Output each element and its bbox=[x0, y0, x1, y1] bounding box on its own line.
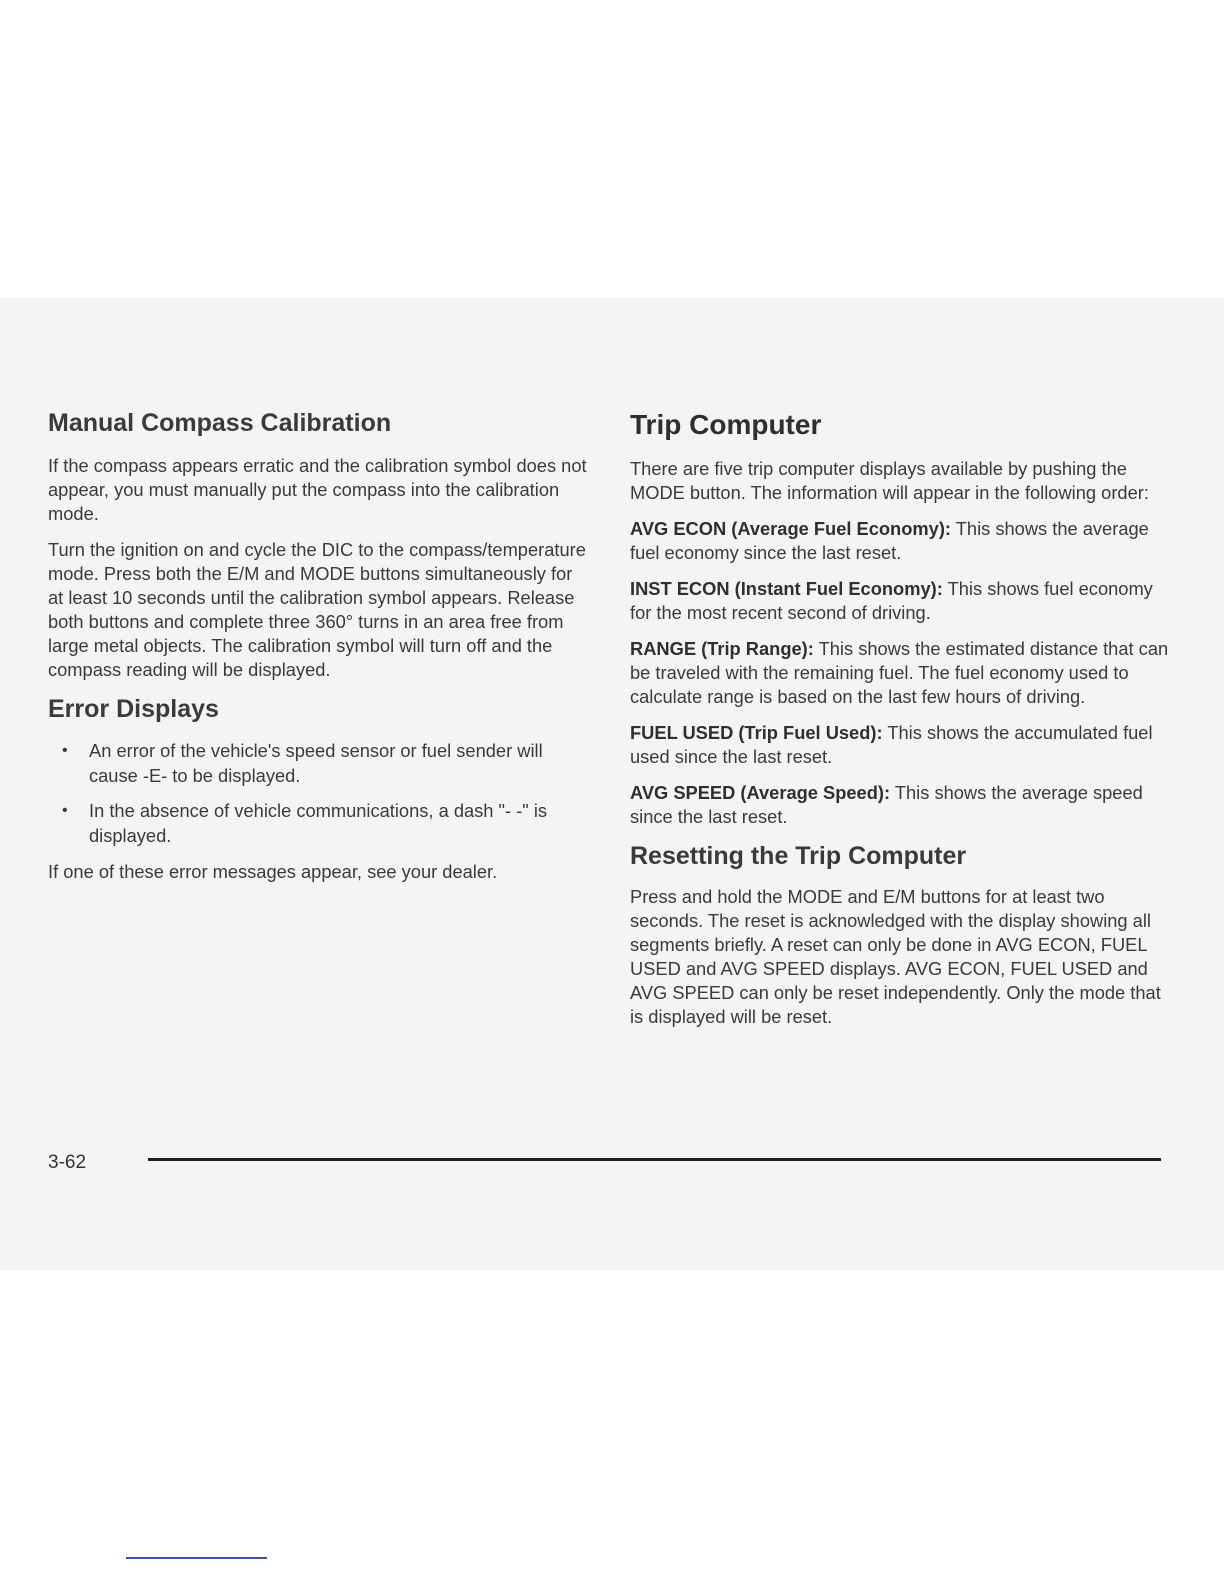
error-list bbox=[48, 738, 588, 848]
resetting-trip-computer-heading: Resetting the Trip Computer bbox=[630, 841, 967, 870]
trip-item-term: INST ECON (Instant Fuel Economy): bbox=[630, 577, 943, 599]
trip-intro: There are five trip computer displays available by pushing the MODE button. The information will appear in the following order: bbox=[630, 457, 1149, 503]
page-number: 3-62 bbox=[48, 1152, 87, 1173]
reset-paragraph: Press and hold the MODE and E/M buttons for at least two seconds. The reset is acknowledged with the display showing all segments briefly. A reset can only be done in AVG ECON, FUEL USED and AVG SPEED displays. AVG ECON, FUEL USED and AVG SPEED can only be reset independently. Only the mode that is displayed will be reset. bbox=[630, 885, 1161, 1027]
trip-item-range bbox=[630, 637, 1170, 709]
compass-paragraph-2: Turn the ignition on and cycle the DIC to the compass/temperature mode. Press both the E/M and MODE buttons simultaneously for at least 10 seconds until the calibration symbol appears. Release both buttons and complete three 360° turns in an area free from large metal objects. The calibration symbol will turn off and the compass reading will be displayed. bbox=[48, 539, 586, 680]
error-closing-text: If one of these error messages appear, see your dealer. bbox=[48, 861, 498, 882]
trip-item-text: This shows fuel economy for the most recent second of driving. bbox=[630, 577, 1153, 623]
compass-calibration-heading: Manual Compass Calibration bbox=[48, 409, 392, 437]
bullet-icon: • bbox=[62, 802, 68, 819]
right-column bbox=[630, 408, 1170, 1041]
compass-paragraph-1: If the compass appears erratic and the calibration symbol does not appear, you must manually put the compass into the calibration mode. bbox=[48, 455, 587, 524]
trip-item-term: AVG SPEED (Average Speed): bbox=[630, 781, 891, 803]
trip-item-avg-econ bbox=[630, 517, 1170, 565]
trip-item-fuel-used bbox=[630, 721, 1170, 769]
error-displays-heading: Error Displays bbox=[48, 695, 219, 723]
error-item-text: In the absence of vehicle communications, a dash "- -" is displayed. bbox=[89, 800, 548, 846]
trip-item-text: This shows the average fuel economy since the last reset. bbox=[630, 517, 1149, 563]
left-column bbox=[48, 408, 588, 896]
trip-item-text: This shows the accumulated fuel used since the last reset. bbox=[630, 721, 1153, 767]
link-underline bbox=[126, 1557, 267, 1559]
trip-item-inst-econ bbox=[630, 577, 1170, 625]
footer-rule bbox=[148, 1158, 1161, 1161]
trip-item-text: This shows the average speed since the last reset. bbox=[630, 781, 1143, 827]
trip-item-term: AVG ECON (Average Fuel Economy): bbox=[630, 517, 951, 539]
trip-item-term: FUEL USED (Trip Fuel Used): bbox=[630, 721, 883, 743]
list-item bbox=[48, 738, 588, 788]
trip-item-avg-speed bbox=[630, 781, 1170, 829]
bullet-icon: • bbox=[62, 742, 68, 759]
error-item-text: An error of the vehicle's speed sensor or fuel sender will cause -E- to be displayed. bbox=[89, 740, 543, 786]
list-item bbox=[48, 798, 588, 848]
trip-computer-heading: Trip Computer bbox=[630, 409, 822, 440]
trip-item-term: RANGE (Trip Range): bbox=[630, 637, 814, 659]
trip-item-text: This shows the estimated distance that can be traveled with the remaining fuel. The fuel economy used to calculate range is based on the last few hours of driving. bbox=[630, 637, 1169, 707]
